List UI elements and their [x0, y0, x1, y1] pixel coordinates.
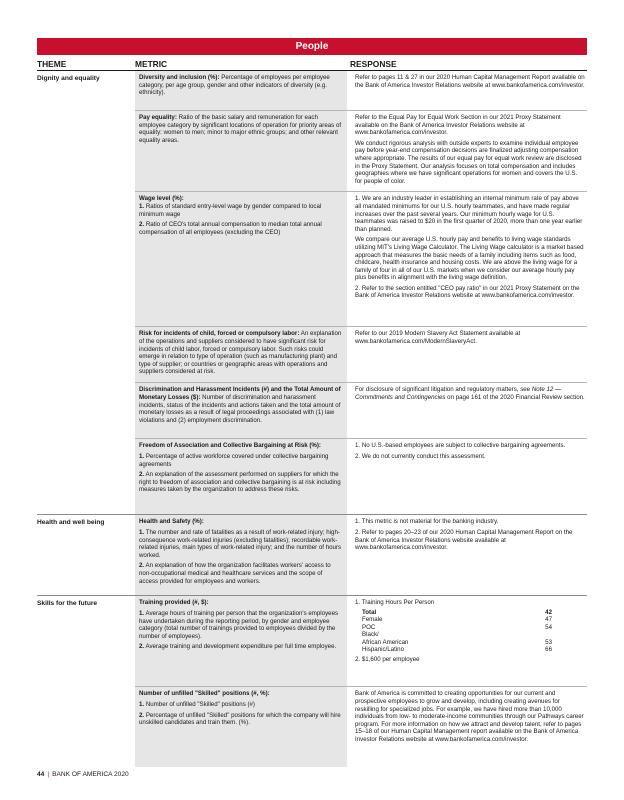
- metric-cell: Wage level (%): 1. Ratios of standard entry-level wage by gender compared to local minimum wage 2. Ratio of CEO's total annual compensation to median total annual compensation of all employees (excluding the CEO): [135, 192, 347, 326]
- page-number: 44: [37, 771, 45, 778]
- metric-cell: Training provided (#, $): 1. Average hours of training per person that the organization's employees have undertaken during the reporting period, by gender and employee category (total number of trainings provided to employees divided by the number of employees). 2. Average training and development expenditure per full time employee.: [135, 596, 347, 686]
- table-cell: Female: [362, 616, 383, 624]
- response-cell: 1. This metric is not material for the banking industry. 2. Refer to pages 20–23 of our 2020 Human Capital Management Report on the Bank of America Investor Relations website available at www.bankofamerica.com/investor.: [355, 518, 573, 552]
- response-cell: For disclosure of significant litigation and regulatory matters, see Note 12 — Commitments and Contingencies on page 161 of the 2020 Financial Review section.: [355, 386, 585, 401]
- metric-row-association: [135, 439, 587, 514]
- response-cell: Refer to pages 11 & 27 in our 2020 Human Capital Management Report available on the Bank of America Investor Relations website at www.bankofamerica.com/investor.: [355, 74, 585, 89]
- section-banner: People: [37, 38, 587, 55]
- table-cell: POC: [362, 623, 376, 631]
- table-cell: 42: [545, 608, 552, 616]
- theme-skills: [37, 596, 587, 767]
- table-cell: Black/: [362, 631, 379, 639]
- response-cell: Refer to our 2019 Modern Slavery Act Statement available at www.bankofamerica.com/ModernSlaveryAct.: [355, 330, 521, 345]
- theme-label: Health and well being: [37, 519, 105, 527]
- table-cell: African American: [362, 638, 409, 646]
- metric-cell: Discrimination and Harassment Incidents (#) and the Total Amount of Monetary Losses ($): Number of discrimination and harassment incidents, status of the incidents and actions taken and the total amount of monetary losses as a result of legal proceedings associated with (1) law violations and (2) employment discrimination.: [135, 383, 347, 438]
- metric-cell: Health and Safety (%): 1. The number and rate of fatalities as a result of work-related injury; high-consequence work-related injuries (excluding fatalities); recordable work-related injuries, main types of work-related injury; and the number of hours worked. 2. An explanation of how the organization facilitates workers' access to non-occupational medical and healthcare services and the scope of access provided for employees and workers.: [135, 515, 347, 595]
- response-cell: 1. We are an industry leader in establishing an internal minimum rate of pay above all mandated minimums for our U.S. hourly teammates, and have made regular increases over the past several years. Our minimum hourly wage for U.S. teammates was raised to $20 in the first quarter of 2020, more than one year earlier than planned. We compare our average U.S. hourly pay and benefits to living wage standards utilizing MIT's Living Wage Calculator. The Living Wage calculator is a market based approach that measures the basic needs of a family including items such as food, childcare, health insurance and housing costs. We are above the living wage for a family of four in all of our U.S. markets when we consider our average hourly pay plus benefits in alignment with the living wage definition. 2. Refer to the section entitled "CEO pay ratio" in our 2021 Proxy Statement on the Bank of America Investor Relations website at www.bankofamerica.com/investor.: [355, 195, 584, 300]
- response-header: RESPONSE: [350, 59, 397, 69]
- metric-row-unfilled: [135, 687, 587, 767]
- metric-cell: Number of unfilled "Skilled" positions (#, %): 1. Number of unfilled "Skilled" positions (#) 2. Percentage of unfilled "Skilled" positions for which the company will hire unskilled candidates and train them. (%).: [135, 687, 347, 767]
- metric-row-wage: [135, 192, 587, 327]
- table-cell: 47: [545, 616, 552, 624]
- table-cell: 53: [545, 638, 552, 646]
- theme-health: [37, 515, 587, 596]
- theme-dignity: [37, 71, 587, 515]
- metric-header: METRIC: [135, 59, 168, 69]
- footer-separator: |: [47, 771, 50, 778]
- metric-row-health: [135, 515, 587, 595]
- metric-row-pay-equality: [135, 111, 587, 192]
- metric-cell: Freedom of Association and Collective Bargaining at Risk (%): 1. Percentage of active workforce covered under collective bargaining agreements 2. An explanation of the assessment performed on suppliers for which the right to freedom of association and collective bargaining is at risk including measures taken by the organization to address these risks.: [135, 439, 347, 514]
- metric-row-harassment: [135, 383, 587, 439]
- table-cell: Total: [362, 608, 377, 616]
- metric-cell: Pay equality: Ratio of the basic salary and remuneration for each employee category by significant locations of operation for priority areas of equality: women to men; minor to major ethnic groups; and other relevant equality areas.: [135, 111, 347, 191]
- column-headers: [37, 59, 587, 71]
- response-cell: Refer to the Equal Pay for Equal Work Section in our 2021 Proxy Statement available on the Bank of America Investor Relations website at www.bankofamerica.com/investor. We conduct rigorous analysis with outside experts to examine individual employee pay before year-end compensation decisions are finalized adjusting compensation where appropriate. The results of our equal pay for equal work review are disclosed in the Proxy Statement. Our analysis focuses on total compensation and includes geographies where we have significant operations for women and covers the U.S. for people of color.: [355, 114, 582, 185]
- response-cell: Bank of America is committed to creating opportunities for our current and prospective employees to grow and develop, including creating avenues for reskilling for specialized jobs. For example, we have hired more than 10,000 individuals from low- to moderate-income communities through our Pathways career program. For more information on how we attract and develop talent, refer to pages 15–18 of our Human Capital Management report available on the Bank of America Investor Relations website at www.bankofamerica.com/investor.: [355, 690, 584, 743]
- metric-row-child-labor: [135, 327, 587, 383]
- metric-cell: Risk for incidents of child, forced or compulsory labor: An explanation of the operations and suppliers considered to have significant risk for incidents of child labor, forced or compulsory labor. Such risks could emerge in relation to type of operation (such as manufacturing plant) and type of supplier; or countries or geographic areas with operations and suppliers considered at risk.: [135, 327, 347, 382]
- page-footer: [37, 771, 129, 778]
- metric-row-training: [135, 596, 587, 687]
- theme-header: THEME: [37, 59, 67, 69]
- training-hours-table: [362, 609, 585, 653]
- metric-row-diversity: [135, 71, 587, 111]
- people-table: [37, 38, 587, 767]
- theme-label: Dignity and equality: [37, 75, 100, 82]
- response-cell: 1. Training Hours Per Person Total 42 Female 47 POC 54 Black/ African American 53 Hispanic/Latino 66 2. $1,600 per employee: [350, 596, 587, 686]
- footer-title: BANK OF AMERICA 2020: [52, 771, 129, 778]
- table-cell: Hispanic/Latino: [362, 645, 404, 653]
- response-cell: 1. No U.S.-based employees are subject to collective bargaining agreements. 2. We do not currently conduct this assessment.: [355, 442, 566, 460]
- theme-label: Skills for the future: [37, 600, 98, 608]
- table-cell: 66: [545, 645, 552, 653]
- table-cell: [512, 631, 552, 638]
- table-cell: 54: [545, 623, 552, 631]
- metric-cell: Diversity and inclusion (%): Percentage of employees per employee category, per age group, gender and other indicators of diversity (e.g. ethnicity).: [135, 71, 347, 110]
